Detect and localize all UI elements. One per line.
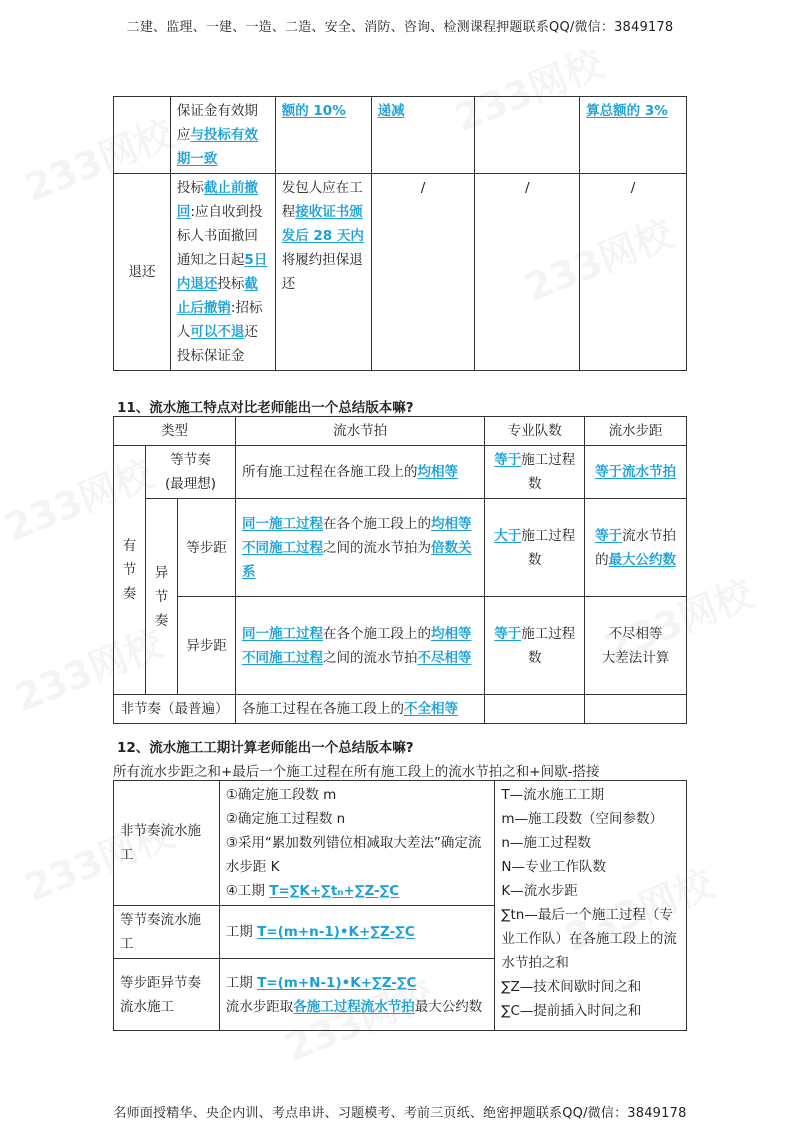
cell-text: 施工过程数	[521, 452, 576, 492]
type-note: (最理想)	[164, 476, 216, 492]
row-label: 退还	[114, 174, 171, 371]
legend-item: K—流水步距	[501, 883, 578, 899]
cell-text: 在各个施工段上的	[322, 515, 431, 532]
cell-text: 在各个施工段上的	[322, 625, 431, 642]
highlight-text: 等于	[494, 452, 522, 468]
legend-item: T—流水施工工期	[501, 787, 605, 803]
row-group-label	[114, 446, 146, 695]
group-label: 有节奏	[122, 538, 137, 602]
table-cell	[275, 174, 371, 371]
highlight-text: 截止前撤回	[176, 180, 258, 220]
cell-text: 最大公约数	[414, 998, 483, 1015]
highlight-text: 均相等	[430, 625, 472, 642]
row-label: 等步距异节奏流水施工	[114, 959, 220, 1031]
legend-item: N—专业工作队数	[501, 859, 606, 875]
cell-text: :应自收到投标人书面撤回通知之日起	[176, 204, 263, 268]
highlight-text: 截止后撤销	[176, 276, 258, 316]
step-text: ②确定施工过程数 n	[225, 811, 346, 827]
table-row	[114, 499, 687, 597]
table-cell	[275, 97, 371, 174]
highlight-text: 不同施工过程	[241, 539, 323, 556]
dui-cell	[485, 446, 585, 499]
highlight-text: 同一施工过程	[241, 515, 323, 532]
highlight-text: 倍数关系	[241, 539, 472, 580]
highlight-text: 递减	[377, 103, 405, 119]
column-header: 流水节拍	[235, 417, 484, 446]
section-title: 11、流水施工特点对比老师能出一个总结版本嘛?	[117, 400, 414, 416]
highlight-text: 等于流水节拍	[595, 464, 677, 480]
legend-item: ∑C—提前插入时间之和	[501, 1003, 642, 1019]
highlight-text: 均相等	[430, 515, 472, 532]
legend-item: m—施工段数（空间参数）	[501, 811, 664, 827]
highlight-text: 同一施工过程	[241, 625, 323, 642]
cell-text: 还投标保证金	[176, 324, 258, 364]
highlight-text: 算总额的 3%	[586, 103, 668, 119]
table-cell	[371, 97, 475, 174]
cell-text: 不尽相等	[608, 625, 663, 642]
table-header-row	[114, 417, 687, 446]
highlight-text: 最大公约数	[608, 551, 677, 568]
cell-text: 将履约担保退还	[281, 252, 363, 292]
table-cell: /	[371, 174, 475, 371]
formula-text: T=(m+n-1)•K+∑Z-∑C	[257, 924, 415, 940]
cell-text: 之间的流水节拍为	[322, 539, 431, 556]
table-cell: /	[580, 174, 687, 371]
highlight-text: 不尽相等	[417, 649, 472, 666]
cell-text: 流水节拍的	[595, 527, 677, 568]
formula-cell	[219, 959, 495, 1031]
table-cell	[475, 97, 580, 174]
dui-cell	[485, 597, 585, 695]
duration-table	[113, 780, 687, 1031]
page-footer: 名师面授精华、央企内训、考点串讲、习题模考、考前三页纸、绝密押题联系QQ/微信：3849178	[113, 1106, 687, 1121]
column-header: 专业队数	[485, 417, 585, 446]
legend-item: ∑Z—技术间歇时间之和	[501, 979, 642, 995]
type-label: 等节奏	[170, 452, 211, 468]
highlight-text: 等于	[595, 527, 623, 544]
highlight-text: 等于	[494, 625, 522, 642]
bu-cell	[585, 499, 687, 597]
table-cell	[170, 97, 275, 174]
highlight-text: 额的 10%	[281, 103, 346, 119]
bu-cell	[585, 597, 687, 695]
legend-item: ∑tn—最后一个施工过程（专业工作队）在各施工段上的流水节拍之和	[501, 907, 677, 971]
pai-cell	[235, 695, 484, 724]
table-row	[114, 97, 687, 174]
section-title: 12、流水施工工期计算老师能出一个总结版本嘛?	[117, 740, 414, 756]
table-row	[114, 781, 687, 906]
highlight-text: 5日内退还	[176, 252, 268, 292]
bu-cell	[585, 695, 687, 724]
formula-cell	[219, 906, 495, 959]
legend-cell	[495, 781, 687, 1031]
table-row	[114, 695, 687, 724]
bu-cell	[585, 446, 687, 499]
pai-cell	[235, 597, 484, 695]
table-row	[114, 597, 687, 695]
step-text: ①确定施工段数 m	[225, 787, 337, 803]
dui-cell	[485, 499, 585, 597]
highlight-text: 大于	[494, 527, 522, 544]
cell-text: 之间的流水节拍	[322, 649, 418, 666]
formula-text: T=∑K+∑tₙ+∑Z-∑C	[269, 883, 400, 899]
table-row	[114, 174, 687, 371]
cell-text: 工期	[225, 924, 258, 940]
highlight-text: 不全相等	[403, 701, 458, 717]
pai-cell	[235, 446, 484, 499]
highlight-text: 接收证书颁发后 28 天内	[281, 204, 364, 244]
type-label: 非节奏（最普遍）	[114, 695, 236, 724]
cell-text: 所有施工过程在各施工段上的	[241, 464, 418, 480]
table-cell	[114, 97, 171, 174]
column-header: 类型	[114, 417, 236, 446]
cell-text: ④工期	[225, 883, 270, 899]
row-label: 等节奏流水施工	[114, 906, 220, 959]
cell-text: 大差法计算	[601, 649, 670, 666]
table-cell	[170, 174, 275, 371]
type-cell	[145, 446, 235, 499]
cell-text: 保证金有效期应	[176, 103, 258, 143]
flow-comparison-table	[113, 416, 687, 724]
row-label: 非节奏流水施工	[114, 781, 220, 906]
cell-text: 流水步距取	[225, 998, 294, 1015]
dui-cell	[485, 695, 585, 724]
table-cell: /	[475, 174, 580, 371]
group-label: 异节奏	[154, 564, 169, 629]
type-label: 等步距	[177, 499, 235, 597]
highlight-text: 不同施工过程	[241, 649, 323, 666]
section-subtitle: 所有流水步距之和+最后一个施工过程在所有施工段上的流水节拍之和+间歇-搭接	[113, 764, 600, 780]
cell-text: 投标	[217, 276, 245, 292]
cell-text: 工期	[225, 974, 258, 991]
cell-text: :招标人	[176, 300, 263, 340]
page-header: 二建、监理、一建、一造、二造、安全、消防、咨询、检测课程押题联系QQ/微信：3849178	[126, 20, 674, 35]
cell-text: 发包人应在工程	[281, 180, 363, 220]
highlight-text: 可以不退	[190, 324, 245, 340]
table-row	[114, 446, 687, 499]
cell-text: 施工过程数	[521, 625, 576, 666]
highlight-text: 各施工过程流水节拍	[293, 998, 415, 1015]
cell-text: 各施工过程在各施工段上的	[241, 701, 404, 717]
column-header: 流水步距	[585, 417, 687, 446]
step-text: ③采用“累加数列错位相减取大差法”确定流水步距 K	[225, 835, 482, 875]
guarantee-table	[113, 96, 687, 371]
pai-cell	[235, 499, 484, 597]
formula-text: T=(m+N-1)•K+∑Z-∑C	[257, 974, 417, 991]
cell-text: 投标	[176, 180, 204, 196]
highlight-text: 与投标有效期一致	[176, 127, 258, 167]
row-group-label	[145, 499, 177, 695]
steps-cell	[219, 781, 495, 906]
highlight-text: 均相等	[417, 464, 458, 480]
type-label: 异步距	[177, 597, 235, 695]
cell-text: 施工过程数	[521, 527, 576, 568]
legend-item: n—施工过程数	[501, 835, 591, 851]
table-cell	[580, 97, 687, 174]
